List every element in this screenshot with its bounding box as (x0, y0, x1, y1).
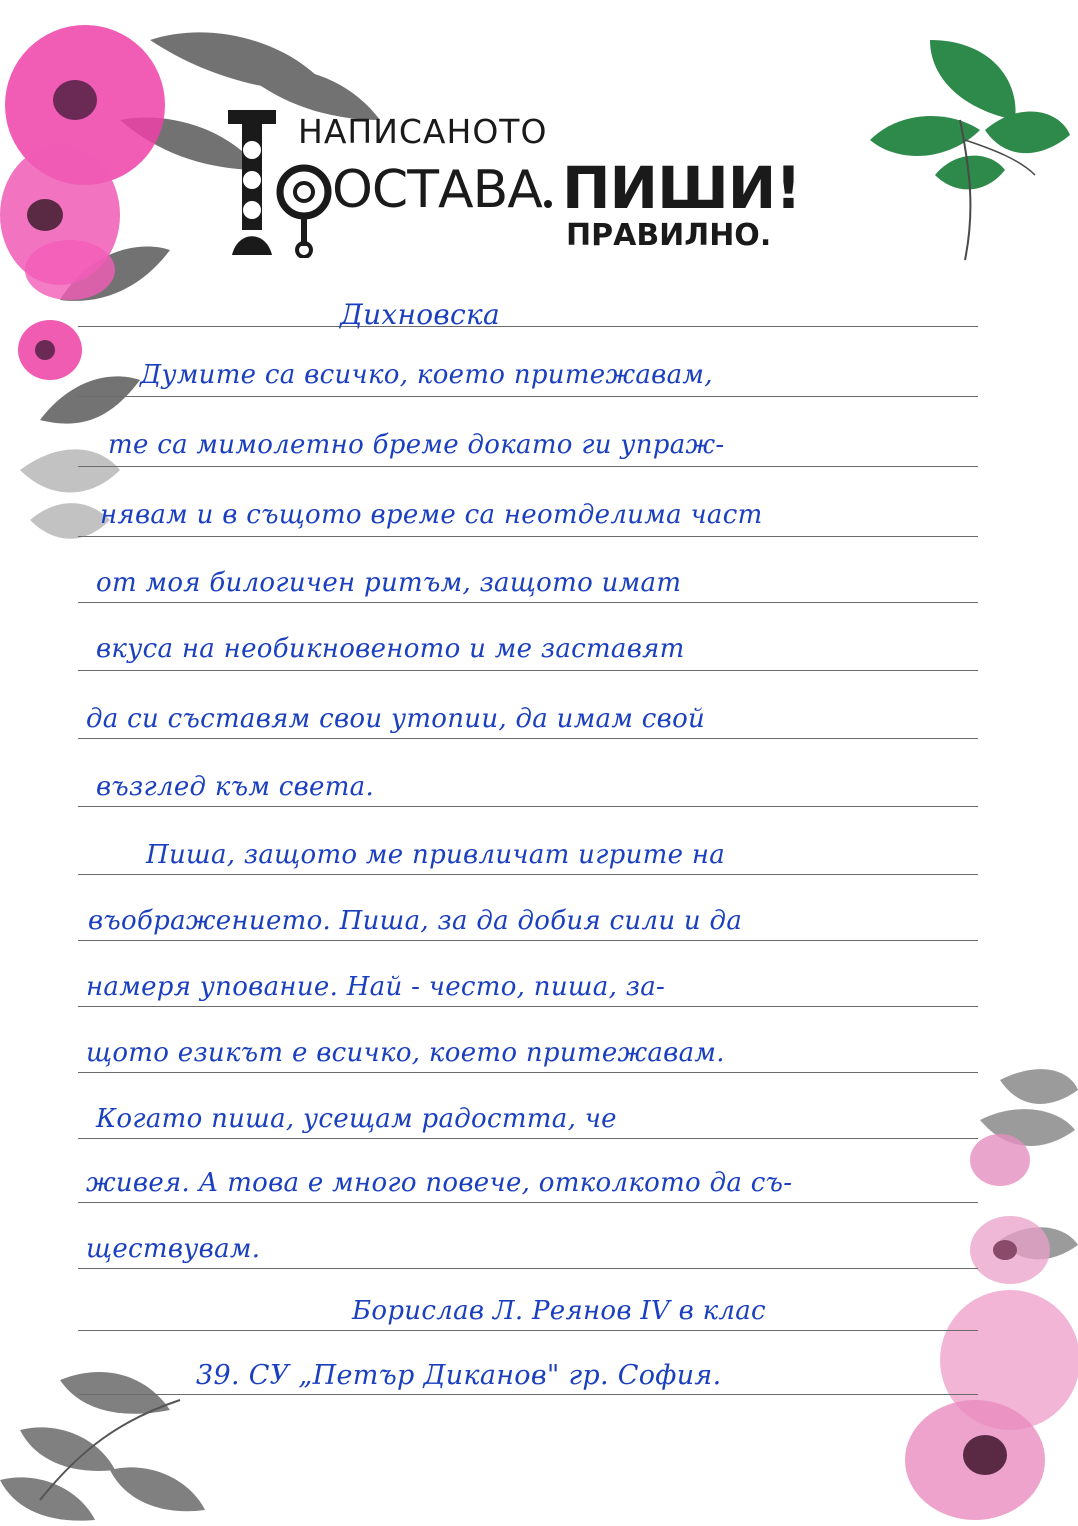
logo-letter-o-icon (276, 152, 332, 258)
essay-line: щото езикът е всичко, което притежавам. (86, 1038, 725, 1068)
rule-line (78, 874, 978, 875)
rule-line (78, 940, 978, 941)
rule-line (78, 396, 978, 397)
rule-line (78, 738, 978, 739)
logo-line-big: ПИШИ! (562, 154, 801, 222)
essay-line: Когато пиша, усещам радостта, че (96, 1104, 617, 1134)
ornament-letter-icon (228, 110, 276, 255)
rule-line (78, 1006, 978, 1007)
logo-line-small: ПРАВИЛНО. (566, 218, 772, 253)
rule-line (78, 806, 978, 807)
essay-line: намеря упование. Най - често, пиша, за- (86, 972, 666, 1002)
rule-line (78, 1072, 978, 1073)
logo-line-mid: ОСТАВА (332, 160, 542, 220)
essay-line: да си съставям свои утопии, да имам свой (86, 704, 706, 734)
essay-line: Пиша, защото ме привличат игрите на (146, 840, 726, 870)
rule-line (78, 326, 978, 327)
rule-line (78, 670, 978, 671)
logo-line-top: НАПИСАНОТО (298, 112, 548, 151)
essay-title: Дихновска (340, 298, 500, 331)
school-line: 39. СУ „Петър Диканов" гр. София. (196, 1360, 722, 1391)
rule-line (78, 536, 978, 537)
essay-line: въображението. Пиша, за да добия сили и да (88, 906, 743, 936)
rule-line (78, 1138, 978, 1139)
rule-line (78, 1394, 978, 1395)
rule-line (78, 1202, 978, 1203)
rule-line (78, 466, 978, 467)
rule-line (78, 602, 978, 603)
essay-line: ществувам. (86, 1234, 261, 1264)
essay-line: живея. А това е много повече, отколкото да съ- (86, 1168, 793, 1198)
essay-line: вкуса на необикновеното и ме заставят (96, 634, 685, 664)
rule-line (78, 1268, 978, 1269)
essay-line: Думите са всичко, което притежавам, (140, 360, 713, 390)
logo-dot (544, 200, 552, 208)
rule-line (78, 1330, 978, 1331)
essay-line: те са мимолетно бреме докато ги упраж- (108, 430, 725, 460)
essay-line: от моя билогичен ритъм, защото имат (96, 568, 682, 598)
essay-line: нявам и в същото време са неотделима част (100, 500, 763, 530)
header-logo (228, 110, 808, 260)
author-signature: Борислав Л. Реянов IV в клас (352, 1296, 766, 1326)
essay-line: възглед към света. (96, 772, 375, 802)
